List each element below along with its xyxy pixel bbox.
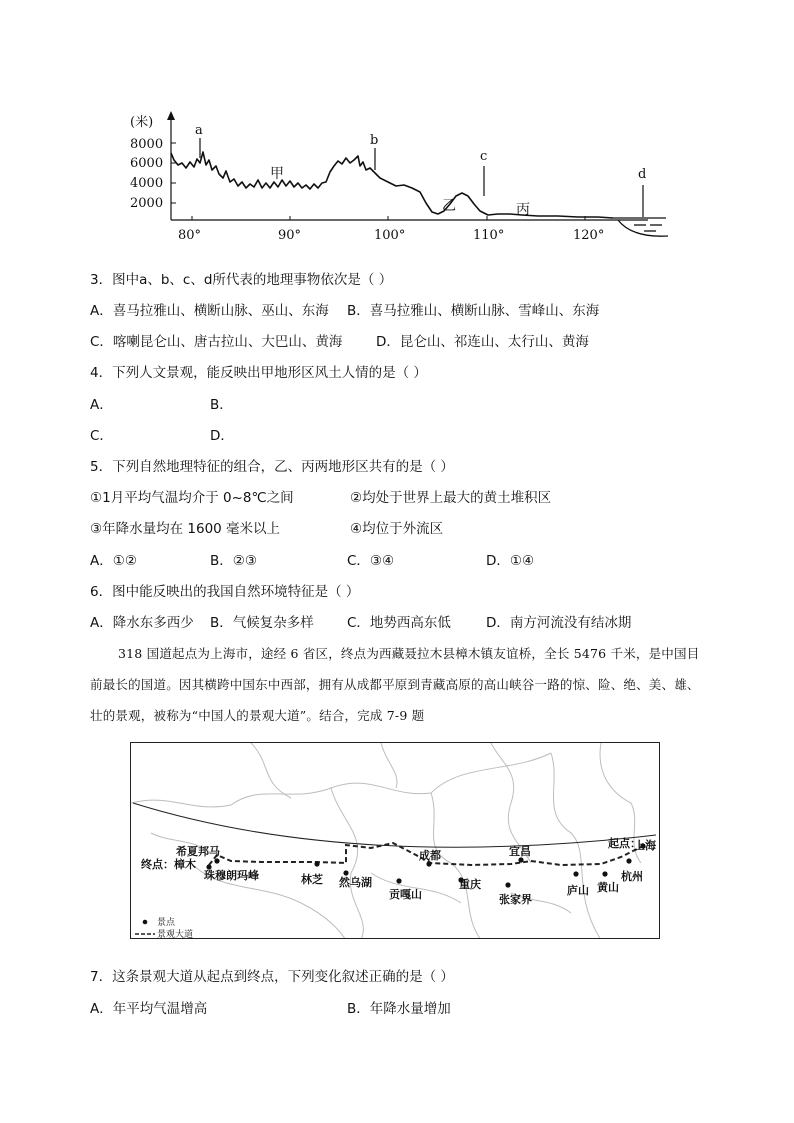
q6-option-d: D．南方河流没有结冰期: [486, 615, 632, 631]
q5-stem: 5．下列自然地理特征的组合，乙、丙两地形区共有的是（ ）: [90, 459, 454, 475]
x-tick-110: 110°: [473, 228, 505, 243]
label-huangshan: 黄山: [597, 881, 619, 894]
q5-statement-1: ①1月平均气温均介于 0~8℃之间: [90, 490, 294, 506]
peak-b-label: b: [370, 133, 379, 148]
q5-statement-2: ②均处于世界上最大的黄土堆积区: [350, 490, 552, 506]
label-everest: 珠穆朗玛峰: [204, 869, 259, 882]
latitude-curve: [133, 803, 656, 847]
x-tick-80: 80°: [178, 228, 202, 243]
peak-c-label: c: [480, 149, 488, 164]
profile-unit: (米): [130, 115, 154, 130]
province-borders: [131, 743, 641, 939]
q3-option-c: C．喀喇昆仑山、唐古拉山、大巴山、黄海: [90, 334, 343, 350]
q7-stem: 7．这条景观大道从起点到终点，下列变化叙述正确的是（ ）: [90, 969, 454, 985]
label-chengdu: 成都: [419, 849, 441, 862]
y-tick-4000: 4000: [130, 176, 164, 191]
peak-d-label: d: [638, 167, 647, 182]
legend-route-label: 景观大道: [157, 930, 194, 940]
legend-spot-dot: [143, 920, 148, 925]
peak-a-label: a: [195, 123, 203, 138]
y-tick-2000: 2000: [130, 196, 164, 211]
q4-stem: 4．下列人文景观，能反映出甲地形区风土人情的是（ ）: [90, 365, 427, 381]
sea-symbol: [613, 218, 668, 236]
label-linzhi: 林芝: [301, 873, 323, 886]
q5-statement-4: ④均位于外流区: [350, 521, 444, 537]
label-chongqing: 重庆: [459, 878, 481, 891]
q4-option-a: A．: [90, 397, 113, 413]
route-318-map: [130, 742, 660, 939]
q7-option-b: B．年降水量增加: [347, 1001, 451, 1017]
map-legend: [135, 916, 193, 939]
terrain-profile-figure: [118, 108, 678, 250]
route-map-svg: [131, 743, 660, 939]
q5-option-a: A．①②: [90, 553, 137, 569]
label-end: 终点：樟木: [141, 858, 196, 871]
label-ranwu: 然乌湖: [339, 876, 372, 889]
region-jia-label: 甲: [270, 166, 284, 182]
x-tick-90: 90°: [278, 228, 302, 243]
label-lushan: 庐山: [567, 884, 589, 897]
label-hangzhou: 杭州: [621, 870, 643, 883]
region-yi-label: 乙: [442, 198, 456, 214]
q4-option-b: B．: [210, 397, 233, 413]
q6-option-b: B．气候复杂多样: [210, 615, 314, 631]
q6-stem: 6．图中能反映出的我国自然环境特征是（ ）: [90, 584, 360, 600]
label-start: 起点：: [608, 837, 641, 850]
q5-statement-3: ③年降水量均在 1600 毫米以上: [90, 521, 281, 537]
region-bing-label: 丙: [516, 202, 530, 218]
q7-option-a: A．年平均气温增高: [90, 1001, 208, 1017]
label-zhangjiajie: 张家界: [499, 893, 532, 906]
q3-option-d: D．昆仑山、祁连山、太行山、黄海: [376, 334, 589, 350]
q5-option-d: D．①④: [486, 553, 535, 569]
terrain-profile-line: [171, 152, 613, 218]
q6-option-c: C．地势西高东低: [347, 615, 451, 631]
route-318-passage: 318 国道起点为上海市，途经 6 省区，终点为西藏聂拉木县樟木镇友谊桥，全长 5476 千米，是中国目前最长的国道。因其横跨中国东中西部，拥有从成都平原到青藏高原的高山峡谷一路的惊、险、绝、美、雄、壮的景观，被称为“中国人的景观大道”。结合，完成 7-9 题: [90, 646, 700, 723]
x-tick-120: 120°: [573, 228, 605, 243]
x-tick-100: 100°: [374, 228, 406, 243]
legend-spot-label: 景点: [157, 918, 176, 928]
q3-stem: 3．图中a、b、c、d所代表的地理事物依次是（ ）: [90, 272, 393, 288]
y-tick-8000: 8000: [130, 137, 164, 152]
y-axis-arrow: [167, 111, 175, 120]
y-axis-ticks: [171, 143, 176, 203]
q3-option-b: B．喜马拉雅山、横断山脉、雪峰山、东海: [347, 303, 600, 319]
q4-option-d: D．: [210, 428, 234, 444]
q6-option-a: A．降水东多西少: [90, 615, 194, 631]
q5-option-c: C．③④: [347, 553, 395, 569]
label-xixia: 希夏邦马: [176, 845, 220, 858]
label-gongga: 贡嘎山: [389, 888, 422, 901]
label-shanghai: 上海: [634, 839, 656, 852]
y-tick-6000: 6000: [130, 156, 164, 171]
q3-option-a: A．喜马拉雅山、横断山脉、巫山、东海: [90, 303, 329, 319]
q4-option-c: C．: [90, 428, 113, 444]
q5-option-b: B．②③: [210, 553, 257, 569]
label-yichang: 宜昌: [509, 845, 531, 858]
